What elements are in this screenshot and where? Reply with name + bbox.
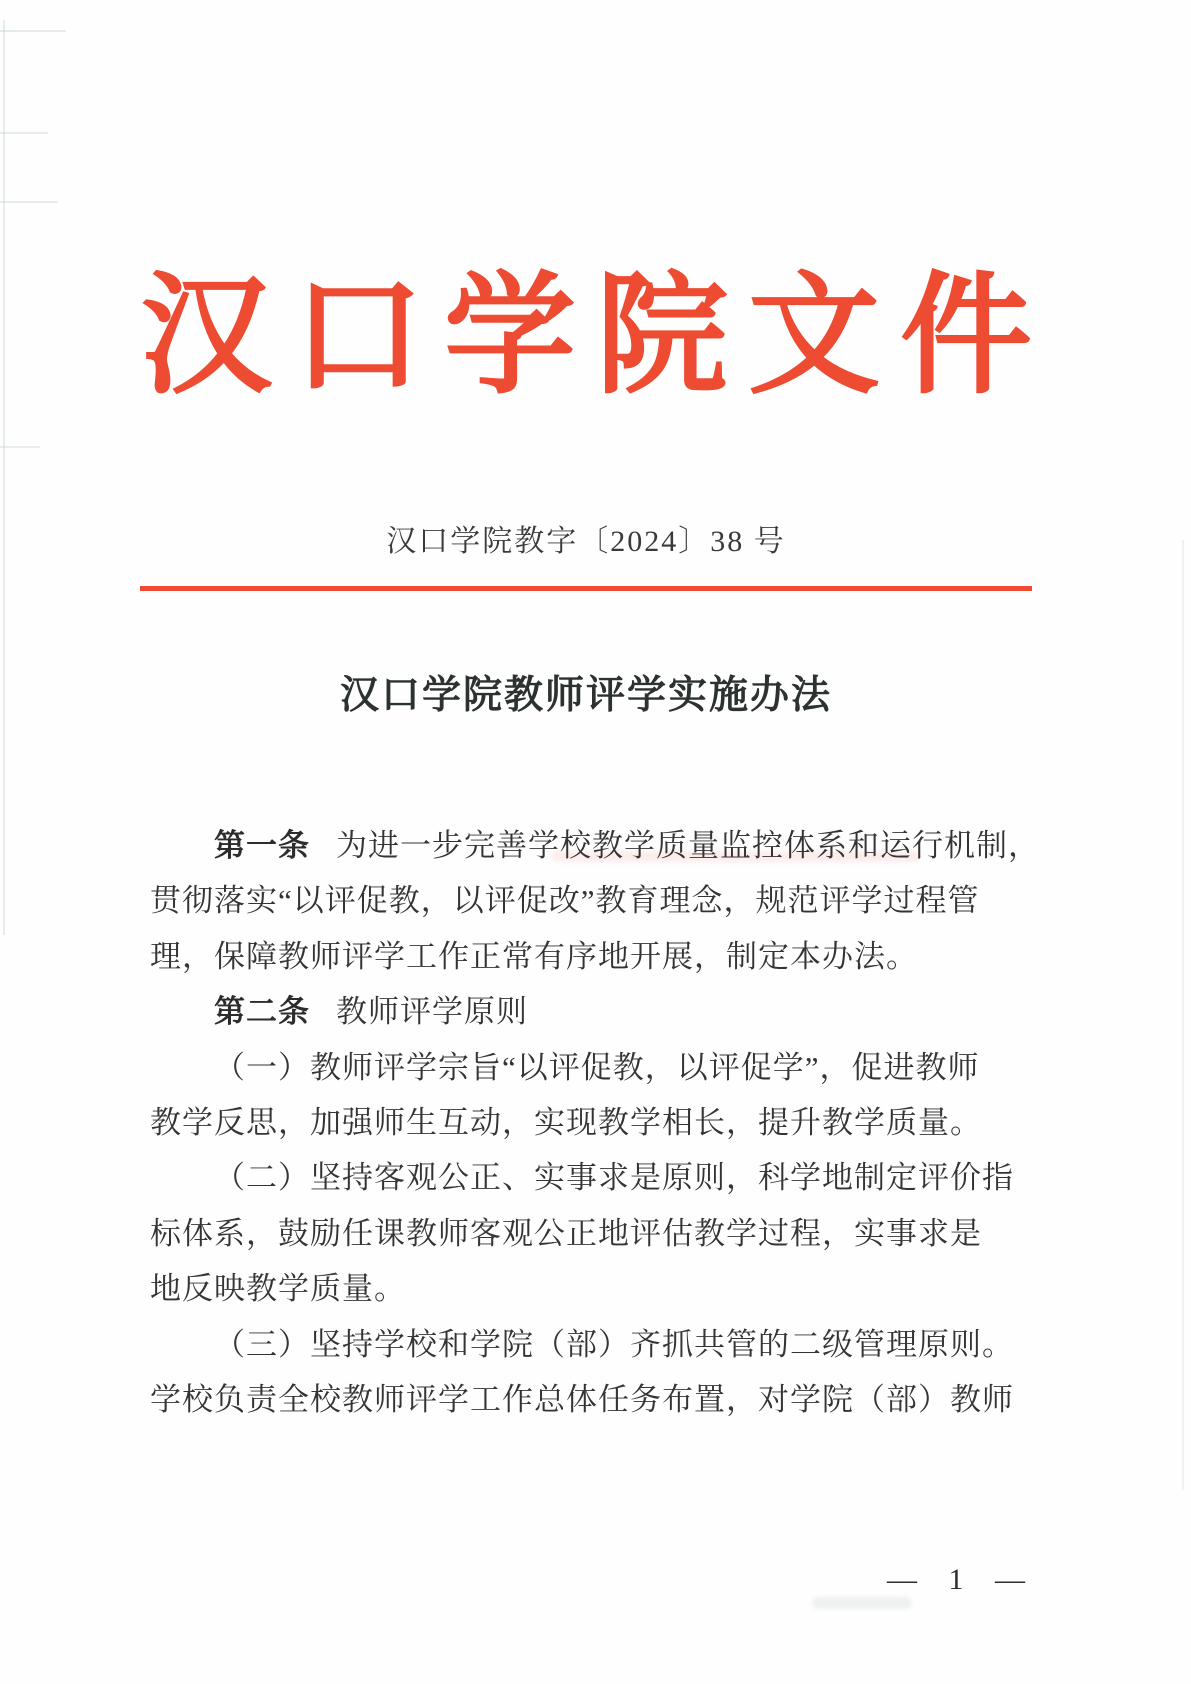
scan-artifact-streak [0,446,40,448]
body-line [150,929,1032,984]
body-line [150,1372,1032,1427]
body-line-text: 为进一步完善学校教学质量监控体系和运行机制， [336,828,1040,863]
body-line-text: 教师评学原则 [336,994,528,1030]
body-line-text: 贯彻落实“以评促教，以评促改”教育理念，规范评学过程管 [150,883,980,919]
scan-artifact-right-edge [1182,540,1184,1490]
document-number: 汉口学院教字〔2024〕38 号 [386,525,786,558]
letterhead-title: 汉 口 学 院 文 件 [140,263,1032,410]
body-line [150,873,1032,928]
document-title: 汉口学院教师评学实施办法 [339,674,832,717]
body-line [150,1261,1032,1316]
body-line [150,1095,1032,1150]
body-line-text: 教学反思，加强师生互动，实现教学相长，提升教学质量。 [150,1104,982,1140]
body-line [150,1206,1032,1261]
scan-artifact-streak [0,30,66,32]
body-line [150,1150,1032,1205]
body-line [150,818,1040,873]
article-number: 第一条 [214,828,310,863]
body-line [150,984,1032,1039]
body-line-text: 标体系，鼓励任课教师客观公正地评估教学过程，实事求是 [150,1215,982,1251]
scan-artifact-streak [0,132,48,134]
body-line [150,1040,1032,1095]
body-line-text: 学校负责全校教师评学工作总体任务布置，对学院（部）教师 [150,1381,1014,1417]
body-line [150,1317,1032,1372]
body-line-text: （二）坚持客观公正、实事求是原则，科学地制定评价指 [214,1160,1014,1196]
page-number: — 1 — [887,1563,1032,1596]
letterhead-red-rule [140,586,1032,591]
scan-artifact-left-edge [3,20,5,935]
article-number: 第二条 [214,994,310,1030]
document-body [150,818,1040,1427]
body-line-text: （三）坚持学校和学院（部）齐抓共管的二级管理原则。 [214,1326,1014,1362]
body-line-text: （一）教师评学宗旨“以评促教，以评促学”，促进教师 [214,1049,980,1085]
body-line-text: 理，保障教师评学工作正常有序地开展，制定本办法。 [150,938,918,974]
body-line-text: 地反映教学质量。 [150,1271,406,1307]
scan-artifact-streak [0,201,58,203]
